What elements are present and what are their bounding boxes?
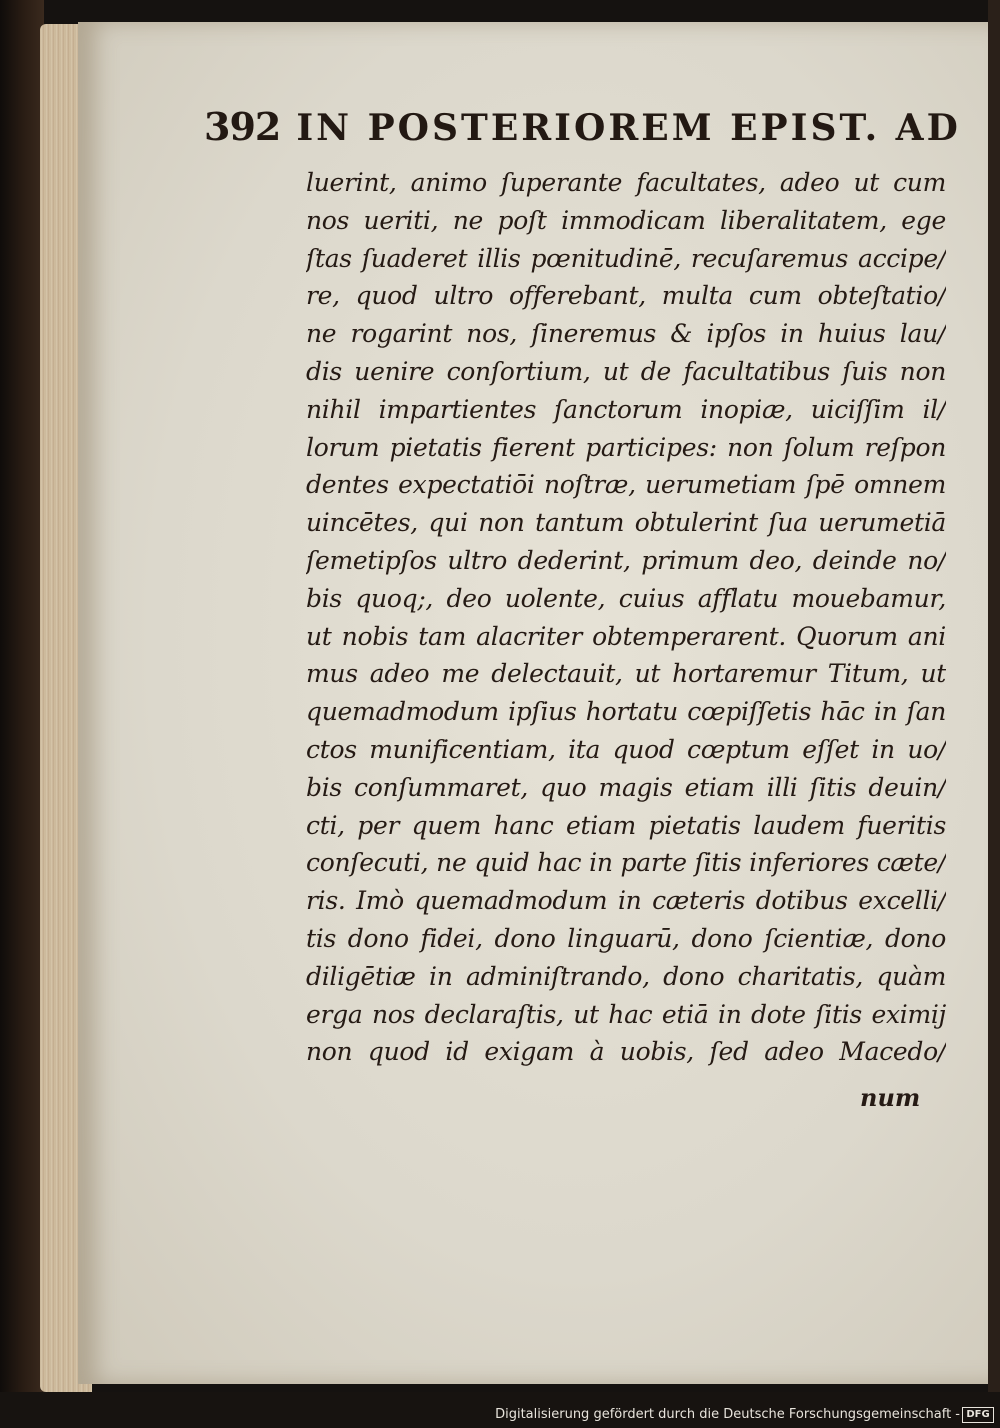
- text-line: bis quoq;, deo uolente, cuius afflatu mouebamur,: [306, 583, 946, 613]
- text-line: mus adeo me delectauit, ut hortaremur Titum, ut: [306, 659, 946, 689]
- text-line: ris. Imò quemadmodum in cæteris dotibus excelli/: [306, 886, 946, 916]
- running-title: IN POSTERIOREM EPIST. AD: [296, 107, 961, 149]
- text-line: ſtas ſuaderet illis pœnitudinē, recuſaremus accipe/: [306, 243, 946, 273]
- text-line: uincētes, qui non tantum obtulerint ſua uerumetiā: [306, 508, 946, 538]
- text-line: tis dono fidei, dono linguarū, dono ſcientiæ, dono: [306, 923, 946, 953]
- text-line: bis conſummaret, quo magis etiam illi ſitis deuin/: [306, 772, 946, 802]
- text-line: conſecuti, ne quid hac in parte ſitis inferiores cæte/: [306, 848, 946, 878]
- text-line: ſemetipſos ultro dederint, primum deo, deinde no/: [306, 545, 946, 575]
- text-line: luerint, animo ſuperante facultates, adeo ut cum: [306, 168, 946, 197]
- page-number: 392: [204, 104, 281, 149]
- text-line: non quod id exigam à uobis, ſed adeo Macedo/: [306, 1037, 946, 1067]
- text-line: lorum pietatis fierent participes: non ſolum reſpon: [306, 432, 946, 462]
- scan-border-right: [988, 0, 1000, 1428]
- body-text: [306, 164, 946, 1071]
- book-gutter-shadow: [0, 0, 44, 1428]
- page-header: [204, 104, 960, 156]
- text-line: dis uenire conſortium, ut de facultatibus ſuis non: [306, 356, 946, 386]
- footer-bar: [0, 1392, 1000, 1428]
- text-line: diligētiæ in adminiſtrando, dono charitatis, quàm: [306, 961, 946, 991]
- text-line: dentes expectatiōi noſtræ, uerumetiam ſpē omnem: [306, 470, 946, 500]
- text-line: re, quod ultro offerebant, multa cum obteſtatio/: [306, 281, 946, 311]
- funding-credit: Digitalisierung gefördert durch die Deutsche Forschungsgemeinschaft -: [495, 1407, 960, 1422]
- text-line: cti, per quem hanc etiam pietatis laudem fueritis: [306, 810, 946, 840]
- catchword: num: [860, 1083, 921, 1112]
- text-line: nihil impartientes ſanctorum inopiæ, uiciſſim il/: [306, 394, 946, 424]
- text-line: erga nos declaraſtis, ut hac etiā in dote ſitis eximij: [306, 999, 946, 1029]
- text-line: ctos munificentiam, ita quod cœptum eſſet in uo/: [306, 734, 946, 764]
- text-line: nos ueriti, ne poſt immodicam liberalitatem, ege: [306, 205, 946, 235]
- dfg-logo: DFG: [962, 1407, 994, 1423]
- text-line: quemadmodum ipſius hortatu cœpiſſetis hāc in ſan: [306, 697, 946, 727]
- text-line: ne rogarint nos, ſineremus & ipſos in huius lau/: [306, 319, 946, 349]
- text-line: ut nobis tam alacriter obtemperarent. Quorum ani: [306, 621, 946, 651]
